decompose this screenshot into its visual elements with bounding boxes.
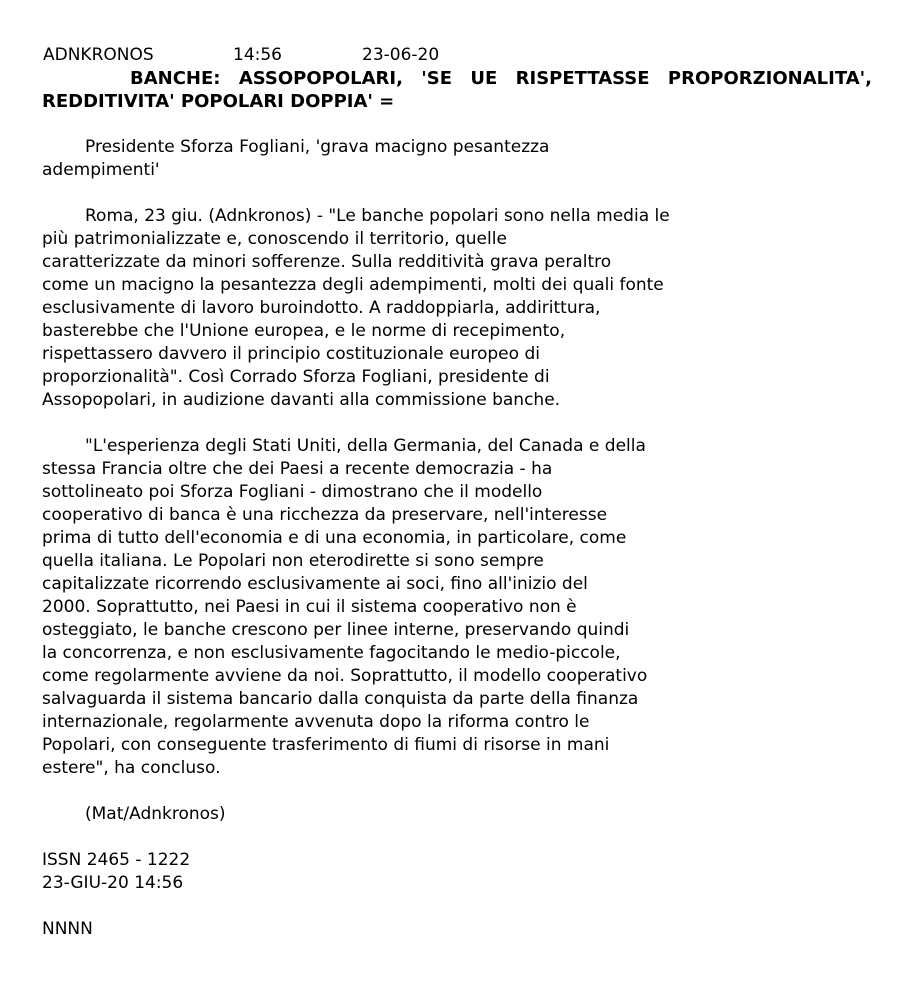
body-line: capitalizzate ricorrendo esclusivamente ai soci, fino all'inizio del — [42, 574, 588, 594]
issn-line: ISSN 2465 - 1222 — [42, 850, 191, 870]
body-paragraph — [42, 435, 876, 780]
body-line: adempimenti' — [42, 160, 160, 180]
body-paragraph — [42, 205, 876, 412]
body-line: salvaguarda il sistema bancario dalla conquista da parte della finanza — [42, 689, 639, 709]
body-line: 2000. Soprattutto, nei Paesi in cui il sistema cooperativo non è — [42, 597, 577, 617]
body-line: sottolineato poi Sforza Fogliani - dimostrano che il modello — [42, 482, 543, 502]
body-line: la concorrenza, e non esclusivamente fagocitando le medio-piccole, — [42, 643, 621, 663]
body-line: (Mat/Adnkronos) — [85, 804, 226, 824]
footer-datetime: 23-GIU-20 14:56 — [42, 873, 184, 893]
article-body — [42, 136, 876, 826]
body-line: osteggiato, le banche crescono per linee interne, preservando quindi — [42, 620, 630, 640]
header-date: 23-06-20 — [362, 45, 440, 65]
body-line: proporzionalità". Così Corrado Sforza Fogliani, presidente di — [42, 367, 550, 387]
body-paragraph — [42, 803, 876, 826]
body-line: come un macigno la pesantezza degli adempimenti, molti dei quali fonte — [42, 275, 664, 295]
header-time: 14:56 — [233, 45, 282, 65]
agency-name: ADNKRONOS — [43, 45, 154, 65]
body-line: esclusivamente di lavoro buroindotto. A raddoppiarla, addirittura, — [42, 298, 601, 318]
headline-line-1: BANCHE: ASSOPOPOLARI, 'SE UE RISPETTASSE PROPORZIONALITA', — [130, 68, 872, 89]
wire-terminator: NNNN — [42, 919, 93, 939]
headline-line-2: REDDITIVITA' POPOLARI DOPPIA' = — [42, 91, 395, 112]
body-line: stessa Francia oltre che dei Paesi a recente democrazia - ha — [42, 459, 553, 479]
body-line: rispettassero davvero il principio costituzionale europeo di — [42, 344, 540, 364]
body-line: più patrimonializzate e, conoscendo il territorio, quelle — [42, 229, 507, 249]
wire-header — [42, 44, 876, 67]
body-line: prima di tutto dell'economia e di una economia, in particolare, come — [42, 528, 627, 548]
body-line: "L'esperienza degli Stati Uniti, della Germania, del Canada e della — [85, 436, 646, 456]
body-line: Assopopolari, in audizione davanti alla commissione banche. — [42, 390, 561, 410]
body-line: caratterizzate da minori sofferenze. Sulla redditività grava peraltro — [42, 252, 612, 272]
body-line: Roma, 23 giu. (Adnkronos) - "Le banche popolari sono nella media le — [85, 206, 670, 226]
body-line: estere", ha concluso. — [42, 758, 221, 778]
body-line: cooperativo di banca è una ricchezza da preservare, nell'interesse — [42, 505, 608, 525]
body-line: Presidente Sforza Fogliani, 'grava macigno pesantezza — [85, 137, 550, 157]
body-line: quella italiana. Le Popolari non eterodirette si sono sempre — [42, 551, 544, 571]
body-line: internazionale, regolarmente avvenuta dopo la riforma contro le — [42, 712, 590, 732]
body-paragraph — [42, 136, 876, 182]
body-line: come regolarmente avviene da noi. Soprattutto, il modello cooperativo — [42, 666, 648, 686]
body-line: basterebbe che l'Unione europea, e le norme di recepimento, — [42, 321, 566, 341]
headline — [42, 67, 876, 113]
body-line: Popolari, con conseguente trasferimento di fiumi di risorse in mani — [42, 735, 610, 755]
footer — [42, 849, 876, 895]
